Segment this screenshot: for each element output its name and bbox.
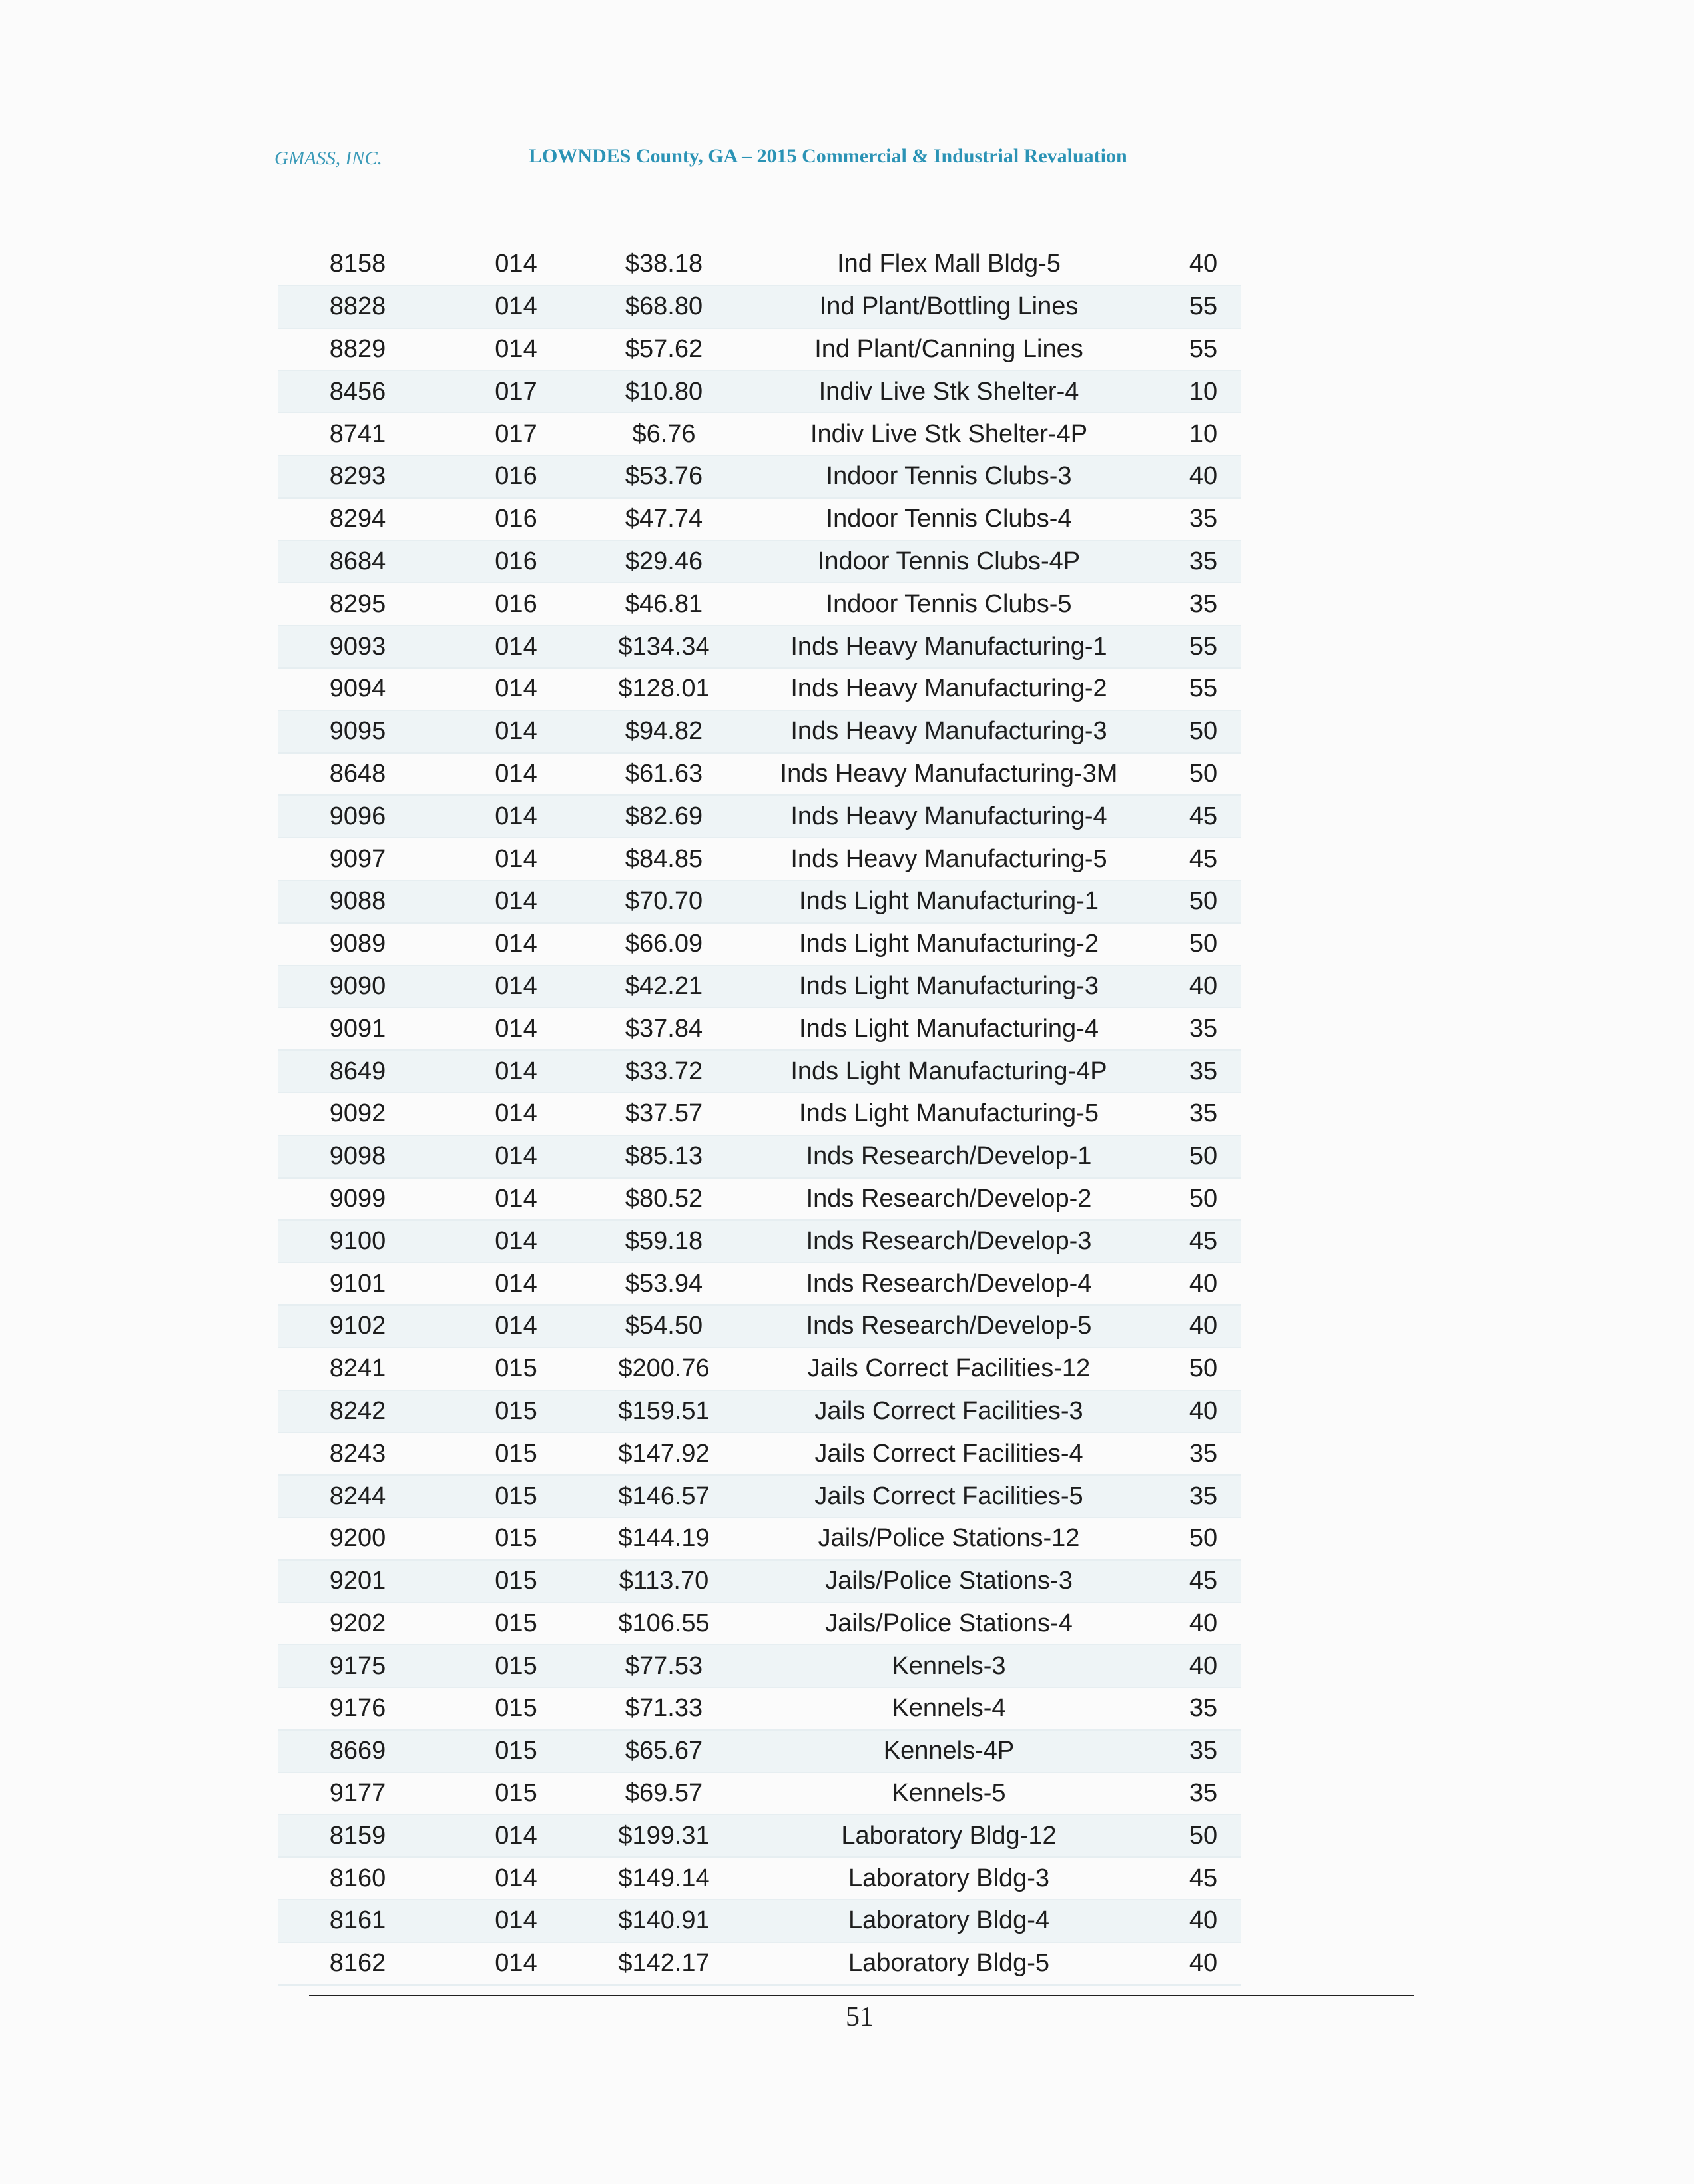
code-cell: 8828: [329, 292, 386, 321]
cost-cell: $94.82: [625, 717, 703, 746]
life-cell: 40: [1189, 1396, 1218, 1425]
cost-cell: $61.63: [625, 759, 703, 788]
description-cell: Inds Light Manufacturing-3: [799, 971, 1099, 1000]
class-cell: 015: [495, 1524, 537, 1553]
cost-cell: $69.57: [625, 1779, 703, 1808]
cost-cell: $71.33: [625, 1694, 703, 1723]
page-number: 51: [846, 2002, 874, 2032]
class-cell: 015: [495, 1737, 537, 1765]
code-cell: 9100: [329, 1227, 386, 1255]
table-row: [278, 1093, 1241, 1136]
description-cell: Laboratory Bldg-3: [848, 1864, 1050, 1892]
description-cell: Inds Heavy Manufacturing-3: [790, 717, 1107, 746]
table-row: [278, 754, 1241, 796]
code-cell: 8161: [329, 1906, 386, 1935]
table-row: [278, 1688, 1241, 1731]
code-cell: 9200: [329, 1524, 386, 1553]
table-row: [278, 1900, 1241, 1943]
code-cell: 9101: [329, 1269, 386, 1298]
code-cell: 8456: [329, 377, 386, 406]
life-cell: 40: [1189, 1949, 1218, 1978]
class-cell: 016: [495, 505, 537, 533]
table-row: [278, 1136, 1241, 1179]
life-cell: 40: [1189, 1906, 1218, 1935]
table-row: [278, 1263, 1241, 1306]
class-cell: 014: [495, 292, 537, 321]
description-cell: Indoor Tennis Clubs-4: [826, 505, 1072, 533]
document-title: LOWNDES County, GA – 2015 Commercial & Industrial Revaluation: [529, 145, 1127, 167]
class-cell: 015: [495, 1694, 537, 1723]
code-cell: 8242: [329, 1396, 386, 1425]
table-row: [278, 244, 1241, 286]
cost-cell: $29.46: [625, 547, 703, 575]
cost-cell: $65.67: [625, 1737, 703, 1765]
code-cell: 9102: [329, 1312, 386, 1340]
cost-cell: $38.18: [625, 250, 703, 278]
cost-cell: $53.94: [625, 1269, 703, 1298]
life-cell: 50: [1189, 759, 1218, 788]
cost-cell: $59.18: [625, 1227, 703, 1255]
description-cell: Jails Correct Facilities-5: [814, 1482, 1083, 1510]
life-cell: 40: [1189, 462, 1218, 491]
life-cell: 50: [1189, 930, 1218, 958]
class-cell: 015: [495, 1354, 537, 1383]
code-cell: 9088: [329, 887, 386, 916]
code-cell: 8243: [329, 1439, 386, 1468]
life-cell: 35: [1189, 1482, 1218, 1510]
cost-cell: $146.57: [618, 1482, 710, 1510]
life-cell: 50: [1189, 1821, 1218, 1850]
description-cell: Inds Light Manufacturing-5: [799, 1099, 1099, 1128]
description-cell: Inds Heavy Manufacturing-5: [790, 844, 1107, 873]
cost-cell: $68.80: [625, 292, 703, 321]
class-cell: 014: [495, 1142, 537, 1171]
class-cell: 017: [495, 419, 537, 448]
cost-cell: $37.84: [625, 1014, 703, 1043]
life-cell: 50: [1189, 1142, 1218, 1171]
life-cell: 35: [1189, 547, 1218, 575]
life-cell: 50: [1189, 1524, 1218, 1553]
life-cell: 35: [1189, 1779, 1218, 1808]
cost-cell: $106.55: [618, 1609, 710, 1637]
description-cell: Inds Light Manufacturing-4P: [790, 1057, 1107, 1085]
class-cell: 014: [495, 1949, 537, 1978]
cost-cell: $66.09: [625, 930, 703, 958]
cost-cell: $10.80: [625, 377, 703, 406]
description-cell: Inds Heavy Manufacturing-3M: [780, 759, 1118, 788]
code-cell: 8162: [329, 1949, 386, 1978]
description-cell: Indiv Live Stk Shelter-4P: [810, 419, 1088, 448]
class-cell: 014: [495, 1184, 537, 1213]
description-cell: Jails Correct Facilities-12: [807, 1354, 1091, 1383]
life-cell: 40: [1189, 1312, 1218, 1340]
class-cell: 014: [495, 930, 537, 958]
table-row: [278, 1476, 1241, 1518]
life-cell: 35: [1189, 1737, 1218, 1765]
code-cell: 8294: [329, 505, 386, 533]
footer-divider: [309, 1995, 1414, 1996]
code-cell: 8684: [329, 547, 386, 575]
class-cell: 014: [495, 1906, 537, 1935]
company-name: GMASS, INC.: [274, 148, 382, 169]
life-cell: 55: [1189, 675, 1218, 703]
table-row: [278, 1179, 1241, 1221]
code-cell: 8158: [329, 250, 386, 278]
code-cell: 8829: [329, 334, 386, 363]
code-cell: 8669: [329, 1737, 386, 1765]
life-cell: 45: [1189, 1864, 1218, 1892]
code-cell: 8649: [329, 1057, 386, 1085]
cost-cell: $47.74: [625, 505, 703, 533]
table-row: [278, 456, 1241, 499]
cost-cell: $113.70: [619, 1567, 709, 1595]
class-cell: 014: [495, 717, 537, 746]
cost-cell: $147.92: [618, 1439, 710, 1468]
class-cell: 014: [495, 1269, 537, 1298]
code-cell: 8241: [329, 1354, 386, 1383]
code-cell: 9091: [329, 1014, 386, 1043]
table-row: [278, 924, 1241, 966]
cost-cell: $46.81: [625, 589, 703, 618]
description-cell: Kennels-4: [892, 1694, 1006, 1723]
life-cell: 45: [1189, 844, 1218, 873]
description-cell: Inds Light Manufacturing-1: [799, 887, 1099, 916]
life-cell: 35: [1189, 505, 1218, 533]
description-cell: Jails/Police Stations-12: [818, 1524, 1080, 1553]
life-cell: 10: [1189, 377, 1218, 406]
table-row: [278, 1731, 1241, 1773]
cost-cell: $159.51: [618, 1396, 710, 1425]
life-cell: 10: [1189, 419, 1218, 448]
cost-cell: $140.91: [618, 1906, 710, 1935]
code-cell: 9177: [329, 1779, 386, 1808]
class-cell: 015: [495, 1779, 537, 1808]
table-row: [278, 499, 1241, 541]
description-cell: Inds Research/Develop-4: [806, 1269, 1092, 1298]
class-cell: 014: [495, 1312, 537, 1340]
description-cell: Laboratory Bldg-5: [848, 1949, 1050, 1978]
code-cell: 8160: [329, 1864, 386, 1892]
class-cell: 016: [495, 547, 537, 575]
description-cell: Jails/Police Stations-3: [825, 1567, 1073, 1595]
code-cell: 9095: [329, 717, 386, 746]
description-cell: Laboratory Bldg-12: [841, 1821, 1057, 1850]
cost-cell: $80.52: [625, 1184, 703, 1213]
description-cell: Inds Light Manufacturing-4: [799, 1014, 1099, 1043]
description-cell: Kennels-3: [892, 1651, 1006, 1680]
class-cell: 016: [495, 462, 537, 491]
life-cell: 55: [1189, 292, 1218, 321]
table-row: [278, 626, 1241, 669]
cost-cell: $199.31: [618, 1821, 710, 1850]
table-row: [278, 838, 1241, 881]
code-cell: 9090: [329, 971, 386, 1000]
cost-cell: $42.21: [625, 971, 703, 1000]
class-cell: 015: [495, 1609, 537, 1637]
class-cell: 015: [495, 1439, 537, 1468]
cost-cell: $6.76: [632, 419, 696, 448]
life-cell: 35: [1189, 1057, 1218, 1085]
table-row: [278, 1561, 1241, 1603]
life-cell: 35: [1189, 1439, 1218, 1468]
cost-cell: $33.72: [625, 1057, 703, 1085]
class-cell: 015: [495, 1567, 537, 1595]
description-cell: Jails Correct Facilities-4: [814, 1439, 1083, 1468]
cost-table: [278, 244, 1241, 1986]
life-cell: 55: [1189, 334, 1218, 363]
life-cell: 55: [1189, 632, 1218, 661]
class-cell: 014: [495, 971, 537, 1000]
code-cell: 8159: [329, 1821, 386, 1850]
code-cell: 9096: [329, 802, 386, 830]
description-cell: Jails Correct Facilities-3: [814, 1396, 1083, 1425]
table-row: [278, 286, 1241, 329]
class-cell: 015: [495, 1482, 537, 1510]
life-cell: 35: [1189, 1014, 1218, 1043]
code-cell: 9097: [329, 844, 386, 873]
table-row: [278, 1645, 1241, 1688]
class-cell: 014: [495, 250, 537, 278]
code-cell: 9089: [329, 930, 386, 958]
code-cell: 9202: [329, 1609, 386, 1637]
table-row: [278, 1008, 1241, 1051]
table-row: [278, 1433, 1241, 1476]
cost-cell: $128.01: [618, 675, 710, 703]
table-row: [278, 1773, 1241, 1816]
cost-cell: $82.69: [625, 802, 703, 830]
table-row: [278, 371, 1241, 413]
table-row: [278, 1051, 1241, 1093]
description-cell: Inds Heavy Manufacturing-1: [790, 632, 1107, 661]
class-cell: 014: [495, 1227, 537, 1255]
code-cell: 9094: [329, 675, 386, 703]
table-row: [278, 1815, 1241, 1858]
table-row: [278, 1391, 1241, 1434]
class-cell: 014: [495, 334, 537, 363]
description-cell: Indoor Tennis Clubs-4P: [817, 547, 1081, 575]
life-cell: 45: [1189, 802, 1218, 830]
life-cell: 40: [1189, 1269, 1218, 1298]
description-cell: Ind Plant/Canning Lines: [814, 334, 1083, 363]
table-row: [278, 329, 1241, 372]
code-cell: 9201: [329, 1567, 386, 1595]
class-cell: 016: [495, 589, 537, 618]
cost-cell: $84.85: [625, 844, 703, 873]
table-row: [278, 1943, 1241, 1986]
description-cell: Inds Research/Develop-3: [806, 1227, 1092, 1255]
cost-cell: $53.76: [625, 462, 703, 491]
class-cell: 017: [495, 377, 537, 406]
code-cell: 9092: [329, 1099, 386, 1128]
life-cell: 40: [1189, 971, 1218, 1000]
description-cell: Inds Research/Develop-5: [806, 1312, 1092, 1340]
table-row: [278, 1221, 1241, 1263]
table-row: [278, 796, 1241, 838]
cost-cell: $134.34: [618, 632, 710, 661]
code-cell: 8741: [329, 419, 386, 448]
table-row: [278, 1348, 1241, 1391]
life-cell: 45: [1189, 1567, 1218, 1595]
cost-cell: $200.76: [618, 1354, 710, 1383]
code-cell: 8295: [329, 589, 386, 618]
class-cell: 014: [495, 802, 537, 830]
description-cell: Ind Plant/Bottling Lines: [819, 292, 1079, 321]
class-cell: 015: [495, 1396, 537, 1425]
table-row: [278, 711, 1241, 754]
description-cell: Inds Research/Develop-1: [806, 1142, 1092, 1171]
class-cell: 014: [495, 1864, 537, 1892]
life-cell: 40: [1189, 1651, 1218, 1680]
table-row: [278, 966, 1241, 1009]
cost-cell: $37.57: [625, 1099, 703, 1128]
table-row: [278, 541, 1241, 584]
life-cell: 50: [1189, 1354, 1218, 1383]
description-cell: Inds Heavy Manufacturing-4: [790, 802, 1107, 830]
cost-cell: $149.14: [618, 1864, 710, 1892]
cost-cell: $54.50: [625, 1312, 703, 1340]
class-cell: 014: [495, 1099, 537, 1128]
table-row: [278, 881, 1241, 924]
table-row: [278, 1306, 1241, 1348]
class-cell: 014: [495, 844, 537, 873]
description-cell: Indoor Tennis Clubs-5: [826, 589, 1072, 618]
class-cell: 015: [495, 1651, 537, 1680]
table-row: [278, 583, 1241, 626]
class-cell: 014: [495, 632, 537, 661]
code-cell: 9093: [329, 632, 386, 661]
cost-cell: $70.70: [625, 887, 703, 916]
life-cell: 40: [1189, 1609, 1218, 1637]
description-cell: Indoor Tennis Clubs-3: [826, 462, 1072, 491]
code-cell: 8293: [329, 462, 386, 491]
code-cell: 9175: [329, 1651, 386, 1680]
cost-cell: $77.53: [625, 1651, 703, 1680]
cost-cell: $85.13: [625, 1142, 703, 1171]
cost-cell: $142.17: [618, 1949, 710, 1978]
description-cell: Inds Research/Develop-2: [806, 1184, 1092, 1213]
class-cell: 014: [495, 675, 537, 703]
table-row: [278, 1858, 1241, 1900]
description-cell: Ind Flex Mall Bldg-5: [837, 250, 1061, 278]
life-cell: 40: [1189, 250, 1218, 278]
code-cell: 9098: [329, 1142, 386, 1171]
class-cell: 014: [495, 1014, 537, 1043]
life-cell: 35: [1189, 589, 1218, 618]
table-row: [278, 413, 1241, 456]
description-cell: Inds Light Manufacturing-2: [799, 930, 1099, 958]
code-cell: 9099: [329, 1184, 386, 1213]
class-cell: 014: [495, 1821, 537, 1850]
life-cell: 50: [1189, 1184, 1218, 1213]
description-cell: Kennels-4P: [883, 1737, 1015, 1765]
description-cell: Indiv Live Stk Shelter-4: [818, 377, 1079, 406]
life-cell: 50: [1189, 717, 1218, 746]
life-cell: 50: [1189, 887, 1218, 916]
life-cell: 45: [1189, 1227, 1218, 1255]
life-cell: 35: [1189, 1099, 1218, 1128]
table-row: [278, 669, 1241, 711]
description-cell: Jails/Police Stations-4: [825, 1609, 1073, 1637]
class-cell: 014: [495, 1057, 537, 1085]
life-cell: 35: [1189, 1694, 1218, 1723]
class-cell: 014: [495, 759, 537, 788]
class-cell: 014: [495, 887, 537, 916]
description-cell: Kennels-5: [892, 1779, 1006, 1808]
table-row: [278, 1603, 1241, 1646]
description-cell: Laboratory Bldg-4: [848, 1906, 1050, 1935]
code-cell: 8244: [329, 1482, 386, 1510]
code-cell: 8648: [329, 759, 386, 788]
table-row: [278, 1518, 1241, 1561]
cost-cell: $57.62: [625, 334, 703, 363]
cost-cell: $144.19: [618, 1524, 710, 1553]
code-cell: 9176: [329, 1694, 386, 1723]
description-cell: Inds Heavy Manufacturing-2: [790, 675, 1107, 703]
